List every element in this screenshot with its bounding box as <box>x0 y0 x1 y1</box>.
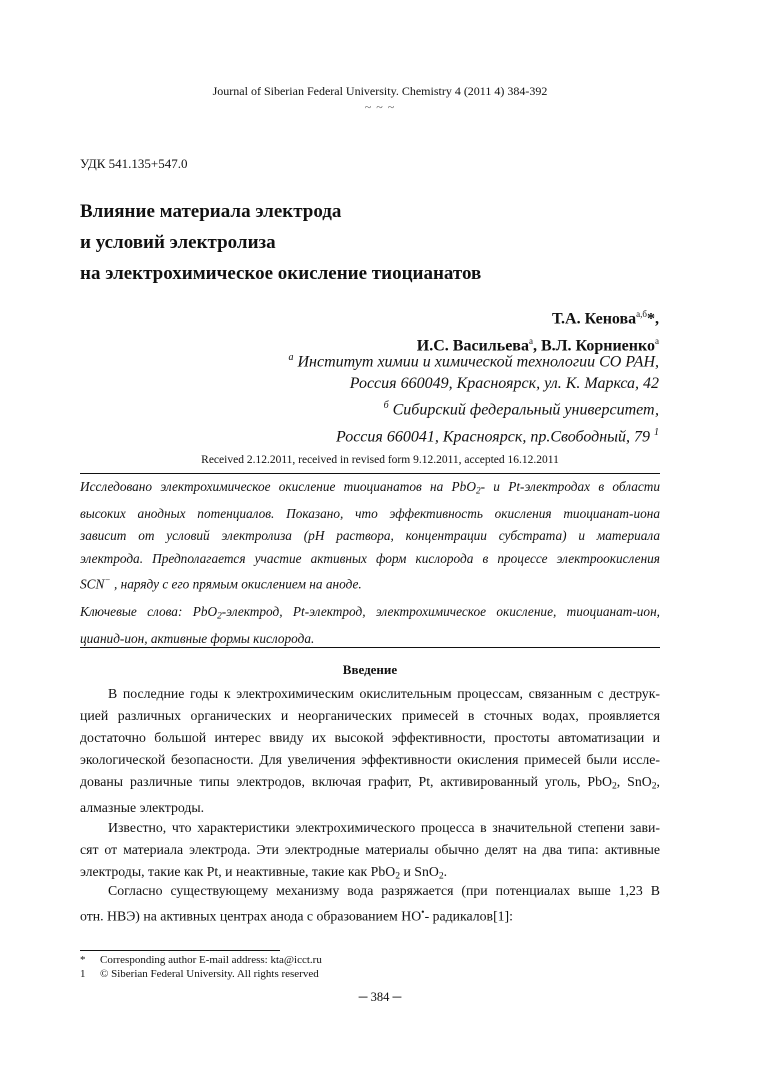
paragraph-line: цией различных органических и неорганических примесей в сточных водах, проявляется <box>80 708 660 723</box>
abstract-line-5 <box>80 570 660 596</box>
section-heading-introduction: Введение <box>342 662 398 677</box>
udk-code: УДК 541.135+547.0 <box>80 156 188 171</box>
paragraph-text: - радикалов[1]: <box>424 908 513 924</box>
superscript: − <box>104 576 111 587</box>
author-line-1 <box>417 303 659 330</box>
author-separator: , <box>532 337 541 355</box>
author-vasilyeva: И.С. Васильева <box>416 337 529 355</box>
page-number: ─ 384 ─ <box>358 990 402 1004</box>
subscript: 2 <box>438 870 444 882</box>
article-title <box>80 196 481 289</box>
paragraph-text: . <box>443 864 448 879</box>
affiliations-block <box>288 347 659 448</box>
footnote-mark: 1 <box>80 968 86 980</box>
paragraph-line <box>80 771 660 797</box>
subscript: 2 <box>217 611 222 622</box>
abstract-text: SCN <box>80 576 105 592</box>
abstract-text: , наряду с его прямым окислением на аноде. <box>110 576 362 592</box>
paragraph-text: дованы различные типы электродов, включая графит, Pt, активированный уголь, PbO <box>80 774 612 789</box>
paragraph-text: , SnO <box>616 774 652 789</box>
author-kornienko-affil: а <box>655 336 659 347</box>
title-line-3: на электрохимическое окисление тиоцианатов <box>80 263 482 284</box>
abstract <box>80 476 660 596</box>
paragraph-line: сят от материала электрода. Эти электродные материалы обычно делят на два типа: активные <box>80 842 660 857</box>
affiliation-a-name: Институт химии и химической технологии СО РАН, <box>293 353 659 371</box>
abstract-line-2: высоких анодных потенциалов. Показано, что эффективность окисления тиоцианат-иона <box>80 505 660 521</box>
paragraph-line: Согласно существующему механизму вода разряжается (при потенциалах выше 1,23 В <box>108 883 660 898</box>
footnote-corresponding <box>80 953 322 968</box>
received-dates: Received 2.12.2011, received in revised form 9.12.2011, accepted 16.12.2011 <box>201 454 559 466</box>
author-kenova: Т.А. Кенова <box>551 310 637 328</box>
keywords-line-1 <box>80 601 660 628</box>
paragraph-3 <box>80 880 660 928</box>
affiliation-a-line-2: Россия 660049, Красноярск, ул. К. Маркса, 42 <box>349 375 659 393</box>
abstract-top-rule <box>80 473 660 474</box>
footnote-text: © Siberian Federal University. All rights reserved <box>100 968 319 980</box>
subscript: 2 <box>395 870 401 882</box>
affiliation-b-line-2 <box>288 422 659 448</box>
abstract-line-3: зависит от условий электролиза (pH раствора, концентрации субстрата) и материала <box>80 528 660 544</box>
subscript: 2 <box>611 780 617 792</box>
title-line-2: и условий электролиза <box>80 232 276 253</box>
paragraph-line: В последние годы к электрохимическим окислительным процессам, связанным с деструк- <box>108 686 660 701</box>
affiliation-b-address: Россия 660041, Красноярск, пр.Свободный, 79 <box>336 427 654 445</box>
subscript: 2 <box>475 486 481 497</box>
superscript: • <box>421 907 425 918</box>
paragraph-1 <box>80 683 660 819</box>
author-kenova-affil: а,б <box>636 309 647 319</box>
keywords-line-2: цианид-ион, активные формы кислорода. <box>80 630 315 646</box>
abstract-line-4: электрода. Предполагается участие активных форм кислорода в процессе электроокисления <box>80 550 660 566</box>
footnote-text: Corresponding author E-mail address: kta@icct.ru <box>100 954 322 966</box>
paragraph-text: отн. НВЭ) на активных центрах анода с образованием НО <box>80 908 422 924</box>
keywords-text: Ключевые слова: PbO <box>80 604 218 619</box>
footnote-rule <box>80 950 280 951</box>
paragraph-2 <box>80 817 660 887</box>
title-line-1: Влияние материала электрода <box>80 201 342 222</box>
paragraph-text: электроды, такие как Pt, и неактивные, такие как PbO <box>80 864 396 879</box>
paragraph-text: , <box>656 774 660 789</box>
abstract-line-1 <box>80 476 660 503</box>
keywords-text: -электрод, Pt-электрод, электрохимическое окисление, тиоцианат-ион, <box>221 604 660 619</box>
paragraph-line: экологической безопасности. Для увеличения эффективности окисления примесей были иссле- <box>80 752 660 767</box>
affiliation-b-name: Сибирский федеральный университет, <box>388 401 659 419</box>
footnote-mark: * <box>80 954 86 966</box>
keywords <box>80 601 660 650</box>
author-vasilyeva-affil: а <box>528 336 533 347</box>
affiliation-b-mark: б <box>383 400 389 412</box>
footnote-copyright <box>80 967 319 982</box>
affiliation-a-mark: а <box>288 352 294 363</box>
keywords-bottom-rule <box>80 647 660 648</box>
footnote-ref-1: 1 <box>654 426 659 438</box>
header-ornament: ~ ~ ~ <box>364 100 396 114</box>
corresponding-mark: *, <box>647 310 659 328</box>
affiliation-b-line-1 <box>288 395 659 421</box>
author-kornienko: В.Л. Корниенко <box>540 337 655 355</box>
paragraph-text: и SnO <box>400 864 439 879</box>
paragraph-line: Известно, что характеристики электрохимического процесса в значительной степени зави- <box>108 820 660 835</box>
abstract-text: - и Pt-электродах в области <box>480 479 660 494</box>
subscript: 2 <box>651 780 657 792</box>
paragraph-line: достаточно большой интерес ввиду их высокой эффективности, простоты автоматизации и <box>80 730 660 745</box>
journal-header: Journal of Siberian Federal University. Chemistry 4 (2011 4) 384-392 <box>212 84 548 98</box>
paragraph-line <box>80 902 660 928</box>
abstract-text: Исследовано электрохимическое окисление тиоцианатов на PbO <box>80 479 476 494</box>
paragraph-line: алмазные электроды. <box>80 800 205 816</box>
affiliation-a-line-1 <box>288 347 659 373</box>
